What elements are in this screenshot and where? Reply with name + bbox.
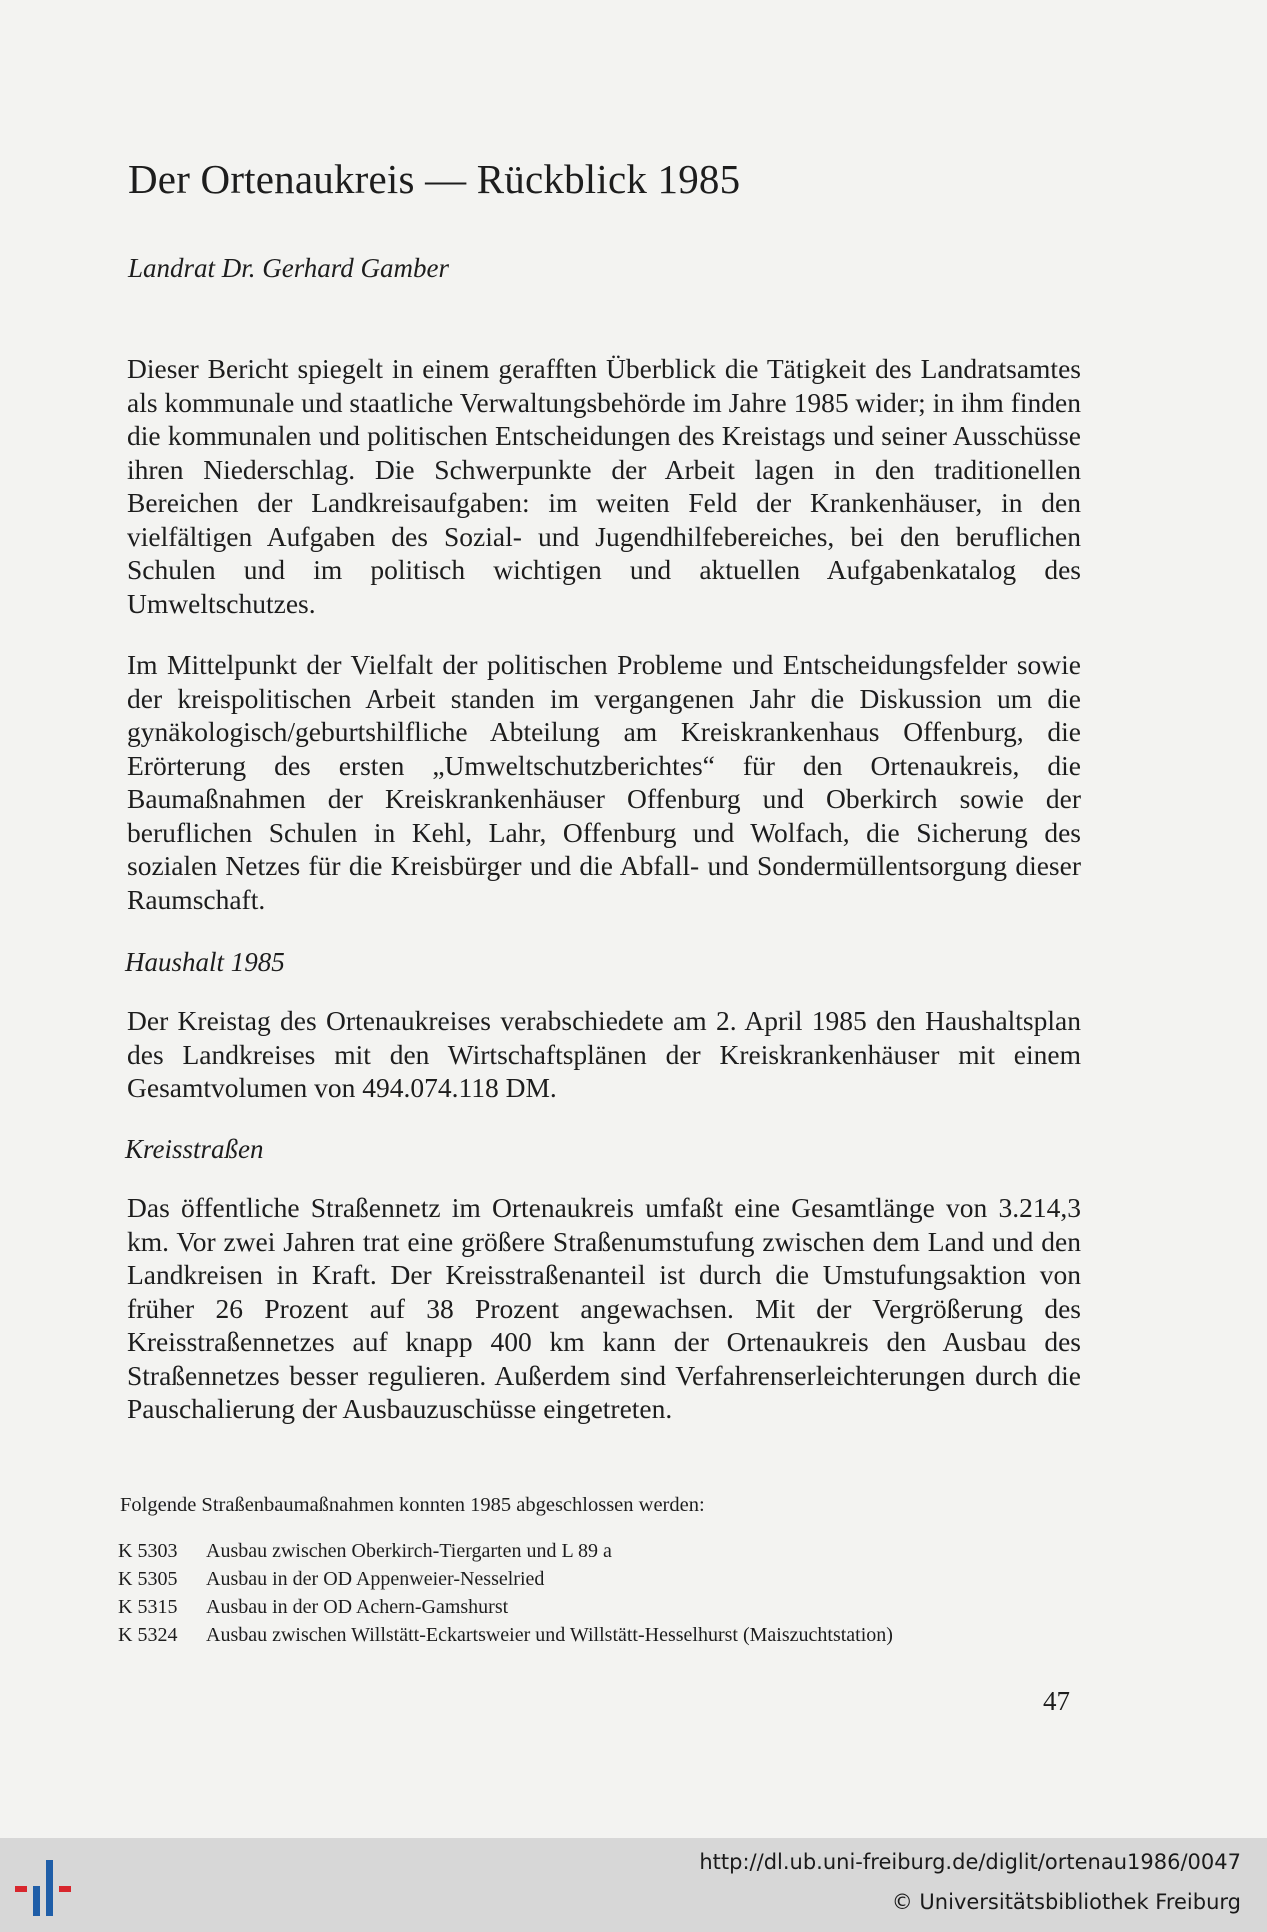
list-item [118,1593,893,1621]
section-heading-kreisstrassen: Kreisstraßen [125,1134,264,1164]
copyright-notice: © Universitätsbibliothek Freiburg [891,1890,1241,1914]
logo-bar-red-right [59,1886,71,1892]
author-line: Landrat Dr. Gerhard Gamber [128,253,450,283]
page-title: Der Ortenaukreis — Rückblick 1985 [128,156,741,202]
roadworks-list [118,1537,893,1649]
section-heading-haushalt: Haushalt 1985 [125,947,285,977]
road-code: K 5315 [118,1596,178,1618]
road-code: K 5324 [118,1624,178,1646]
intro-paragraph: Dieser Bericht spiegelt in einem gerafften Überblick die Tätigkeit des Landratsamtes als kommunale und staatliche Verwaltungsbehörde im Jahre 1985 wider; in ihm finden die kommunalen und politischen Entscheidungen des Kreistags und seiner Ausschüsse ihren Niederschlag. Die Schwerpunkte der Arbeit lagen in den traditionellen Bereichen der Landkreisaufgaben: im weiten Feld der Krankenhäuser, in den vielfältigen Aufgaben des Sozial- und Jugendhilfebereiches, bei den beruflichen Schulen und im politisch wichtigen und aktuellen Aufgabenkatalog des Umweltschutzes. [127,353,1081,619]
road-description: Ausbau zwischen Oberkirch-Tiergarten und L 89 a [206,1540,612,1562]
section-text-haushalt: Der Kreistag des Ortenaukreises verabschiedete am 2. April 1985 den Haushaltsplan des Landkreises mit den Wirtschaftsplänen der Kreiskrankenhäuser mit einem Gesamtvolumen von 494.074.118 DM. [127,1005,1081,1103]
list-item [118,1565,893,1593]
logo-bar-red-left [15,1886,27,1892]
road-code: K 5303 [118,1540,178,1562]
roadworks-intro: Folgende Straßenbaumaßnahmen konnten 1985 abgeschlossen werden: [120,1494,705,1516]
list-item [118,1621,893,1649]
road-description: Ausbau in der OD Appenweier-Nesselried [206,1568,545,1590]
list-item [118,1537,893,1565]
library-footer [0,1838,1267,1932]
road-code: K 5305 [118,1568,178,1590]
section-text-kreisstrassen: Das öffentliche Straßennetz im Ortenaukreis umfaßt eine Gesamtlänge von 3.214,3 km. Vor zwei Jahren trat eine größere Straßenumstufung zwischen dem Land und den Landkreisen in Kraft. Der Kreisstraßenanteil ist durch die Umstufungsaktion von früher 26 Prozent auf 38 Prozent angewachsen. Mit der Vergrößerung des Kreisstraßennetzes auf knapp 400 km kann der Ortenaukreis den Ausbau des Straßennetzes besser regulieren. Außerdem sind Verfahrenserleichterungen durch die Pauschalierung der Ausbauzuschüsse eingetreten. [127,1192,1081,1424]
road-description: Ausbau zwischen Willstätt-Eckartsweier und Willstätt-Hesselhurst (Maiszuchtstation) [206,1624,893,1646]
road-description: Ausbau in der OD Achern-Gamshurst [206,1596,509,1618]
focus-paragraph: Im Mittelpunkt der Vielfalt der politischen Probleme und Entscheidungsfelder sowie der kreispolitischen Arbeit standen im vergangenen Jahr die Diskussion um die gynäkologisch/geburtshilfliche Abteilung am Kreiskrankenhaus Offenburg, die Erörterung des ersten „Umweltschutzberichtes“ für den Ortenaukreis, die Baumaßnahmen der Kreiskrankenhäuser Offenburg und Oberkirch sowie der beruflichen Schulen in Kehl, Lahr, Offenburg und Wolfach, die Sicherung des sozialen Netzes für die Kreisbürger und die Abfall- und Sondermüllentsorgung dieser Raumschaft. [127,649,1081,915]
ub-freiburg-logo-icon [13,1856,79,1920]
permalink-url[interactable]: http://dl.ub.uni-freiburg.de/diglit/ortenau1986/0047 [699,1850,1241,1874]
logo-bar-blue-right [46,1860,53,1916]
page-number: 47 [1043,1686,1070,1716]
logo-bar-blue-left [33,1886,40,1916]
